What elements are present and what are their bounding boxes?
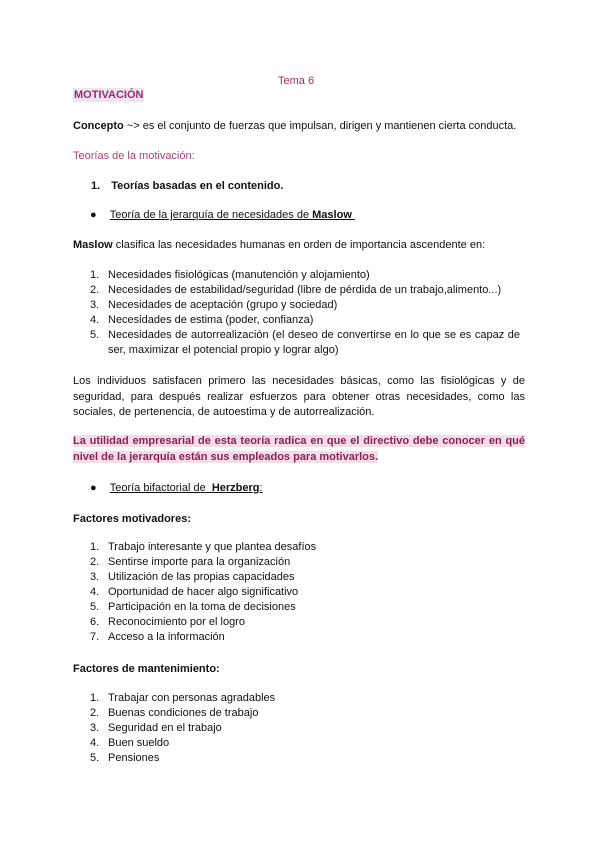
list-number: 6.	[90, 616, 100, 628]
list-text: Necesidades fisiológicas (manutención y alojamiento)	[108, 269, 370, 281]
list-text: Necesidades de estima (poder, confianza)	[108, 314, 314, 326]
list-number: 1.	[90, 541, 100, 553]
maslow-bullet-name: Maslow	[312, 209, 352, 221]
list-text: Participación en la toma de decisiones	[108, 601, 296, 613]
list-number: 1.	[90, 692, 100, 704]
section-number: 1.	[91, 180, 101, 192]
page-title: MOTIVACIÓN	[74, 89, 144, 101]
herzberg-bullet-label: Teoría bifactorial de	[109, 482, 206, 494]
maslow-bullet	[90, 208, 355, 222]
highlighted-note-text: La utilidad empresarial de esta teoría radica en que el directivo debe conocer en qué nivel de la jerarquía están sus empleados para motivarlos.	[73, 435, 525, 463]
list-text: Trabajo interesante y que plantea desafíos	[108, 541, 317, 553]
maintenance-list	[90, 691, 420, 766]
herzberg-bullet-text	[110, 482, 263, 494]
list-number: 3.	[90, 571, 100, 583]
maslow-bullet-label: Teoría de la jerarquía de necesidades de	[109, 209, 310, 221]
list-text: Pensiones	[108, 752, 160, 764]
list-item	[90, 298, 520, 313]
maslow-intro	[73, 238, 485, 252]
list-text: Acceso a la información	[108, 631, 225, 643]
bullet-dot-icon: ●	[90, 209, 97, 221]
list-number: 7.	[90, 631, 100, 643]
list-number: 2.	[90, 707, 100, 719]
list-item	[90, 630, 420, 645]
list-item	[90, 268, 520, 283]
concept-arrow: ~>	[126, 120, 140, 132]
list-number: 3.	[90, 722, 100, 734]
list-number: 2.	[90, 556, 100, 568]
motivators-list	[90, 540, 420, 645]
herzberg-bullet-suffix: :	[259, 482, 263, 494]
list-number: 1.	[90, 269, 100, 281]
list-item	[90, 600, 420, 615]
list-item	[90, 706, 420, 721]
list-number: 5.	[90, 329, 100, 341]
list-text: Utilización de las propias capacidades	[108, 571, 295, 583]
list-item	[90, 721, 420, 736]
list-item	[90, 691, 420, 706]
list-text: Reconocimiento por el logro	[108, 616, 245, 628]
list-item	[90, 585, 420, 600]
herzberg-bullet	[90, 481, 263, 495]
concept-definition: es el conjunto de fuerzas que impulsan, dirigen y mantienen cierta conducta.	[142, 120, 517, 132]
list-number: 3.	[90, 299, 100, 311]
section-title: Teorías basadas en el contenido.	[111, 180, 284, 192]
maintenance-label: Factores de mantenimiento:	[73, 663, 220, 675]
list-number: 4.	[90, 586, 100, 598]
list-item	[90, 313, 520, 328]
list-item	[90, 328, 520, 358]
topic-label: Tema 6	[278, 75, 315, 87]
highlighted-note	[73, 434, 525, 465]
bullet-dot-icon: ●	[90, 482, 97, 494]
motivators-label: Factores motivadores:	[73, 513, 191, 525]
list-text: Buenas condiciones de trabajo	[108, 707, 259, 719]
concept-term: Concepto	[73, 120, 124, 132]
maslow-intro-name: Maslow	[73, 239, 113, 251]
list-item	[90, 570, 420, 585]
list-number: 5.	[90, 752, 100, 764]
list-text: Trabajar con personas agradables	[108, 692, 276, 704]
concept-line	[73, 119, 516, 133]
theories-heading: Teorías de la motivación:	[73, 150, 195, 162]
list-item	[90, 555, 420, 570]
section-heading	[91, 179, 283, 193]
herzberg-bullet-name: Herzberg	[211, 482, 260, 494]
list-text: Necesidades de estabilidad/seguridad (libre de pérdida de un trabajo,alimento...)	[108, 284, 502, 296]
list-text: Buen sueldo	[108, 737, 170, 749]
list-number: 4.	[90, 737, 100, 749]
list-item	[90, 751, 420, 766]
list-item	[90, 736, 420, 751]
maslow-paragraph: Los individuos satisfacen primero las necesidades básicas, como las fisiológicas y de seguridad, para después realizar esfuerzos para obtener otras necesidades, como las sociales, de pertenencia, de autoestima y de autorrealización.	[73, 375, 525, 418]
list-item	[90, 540, 420, 555]
maslow-needs-list	[90, 268, 520, 358]
list-text: Seguridad en el trabajo	[108, 722, 222, 734]
list-item	[90, 283, 520, 298]
list-number: 4.	[90, 314, 100, 326]
maslow-intro-text: clasifica las necesidades humanas en orden de importancia ascendente en:	[115, 239, 486, 251]
list-text: Necesidades de autorrealización (el deseo de convertirse en lo que se es capaz de ser, maximizar el potencial propio y lograr algo)	[108, 329, 520, 356]
maslow-bullet-text	[110, 209, 355, 221]
list-text: Sentirse importe para la organización	[108, 556, 291, 568]
list-text: Necesidades de aceptación (grupo y sociedad)	[108, 299, 338, 311]
list-number: 5.	[90, 601, 100, 613]
list-item	[90, 615, 420, 630]
list-text: Oportunidad de hacer algo significativo	[108, 586, 299, 598]
list-number: 2.	[90, 284, 100, 296]
